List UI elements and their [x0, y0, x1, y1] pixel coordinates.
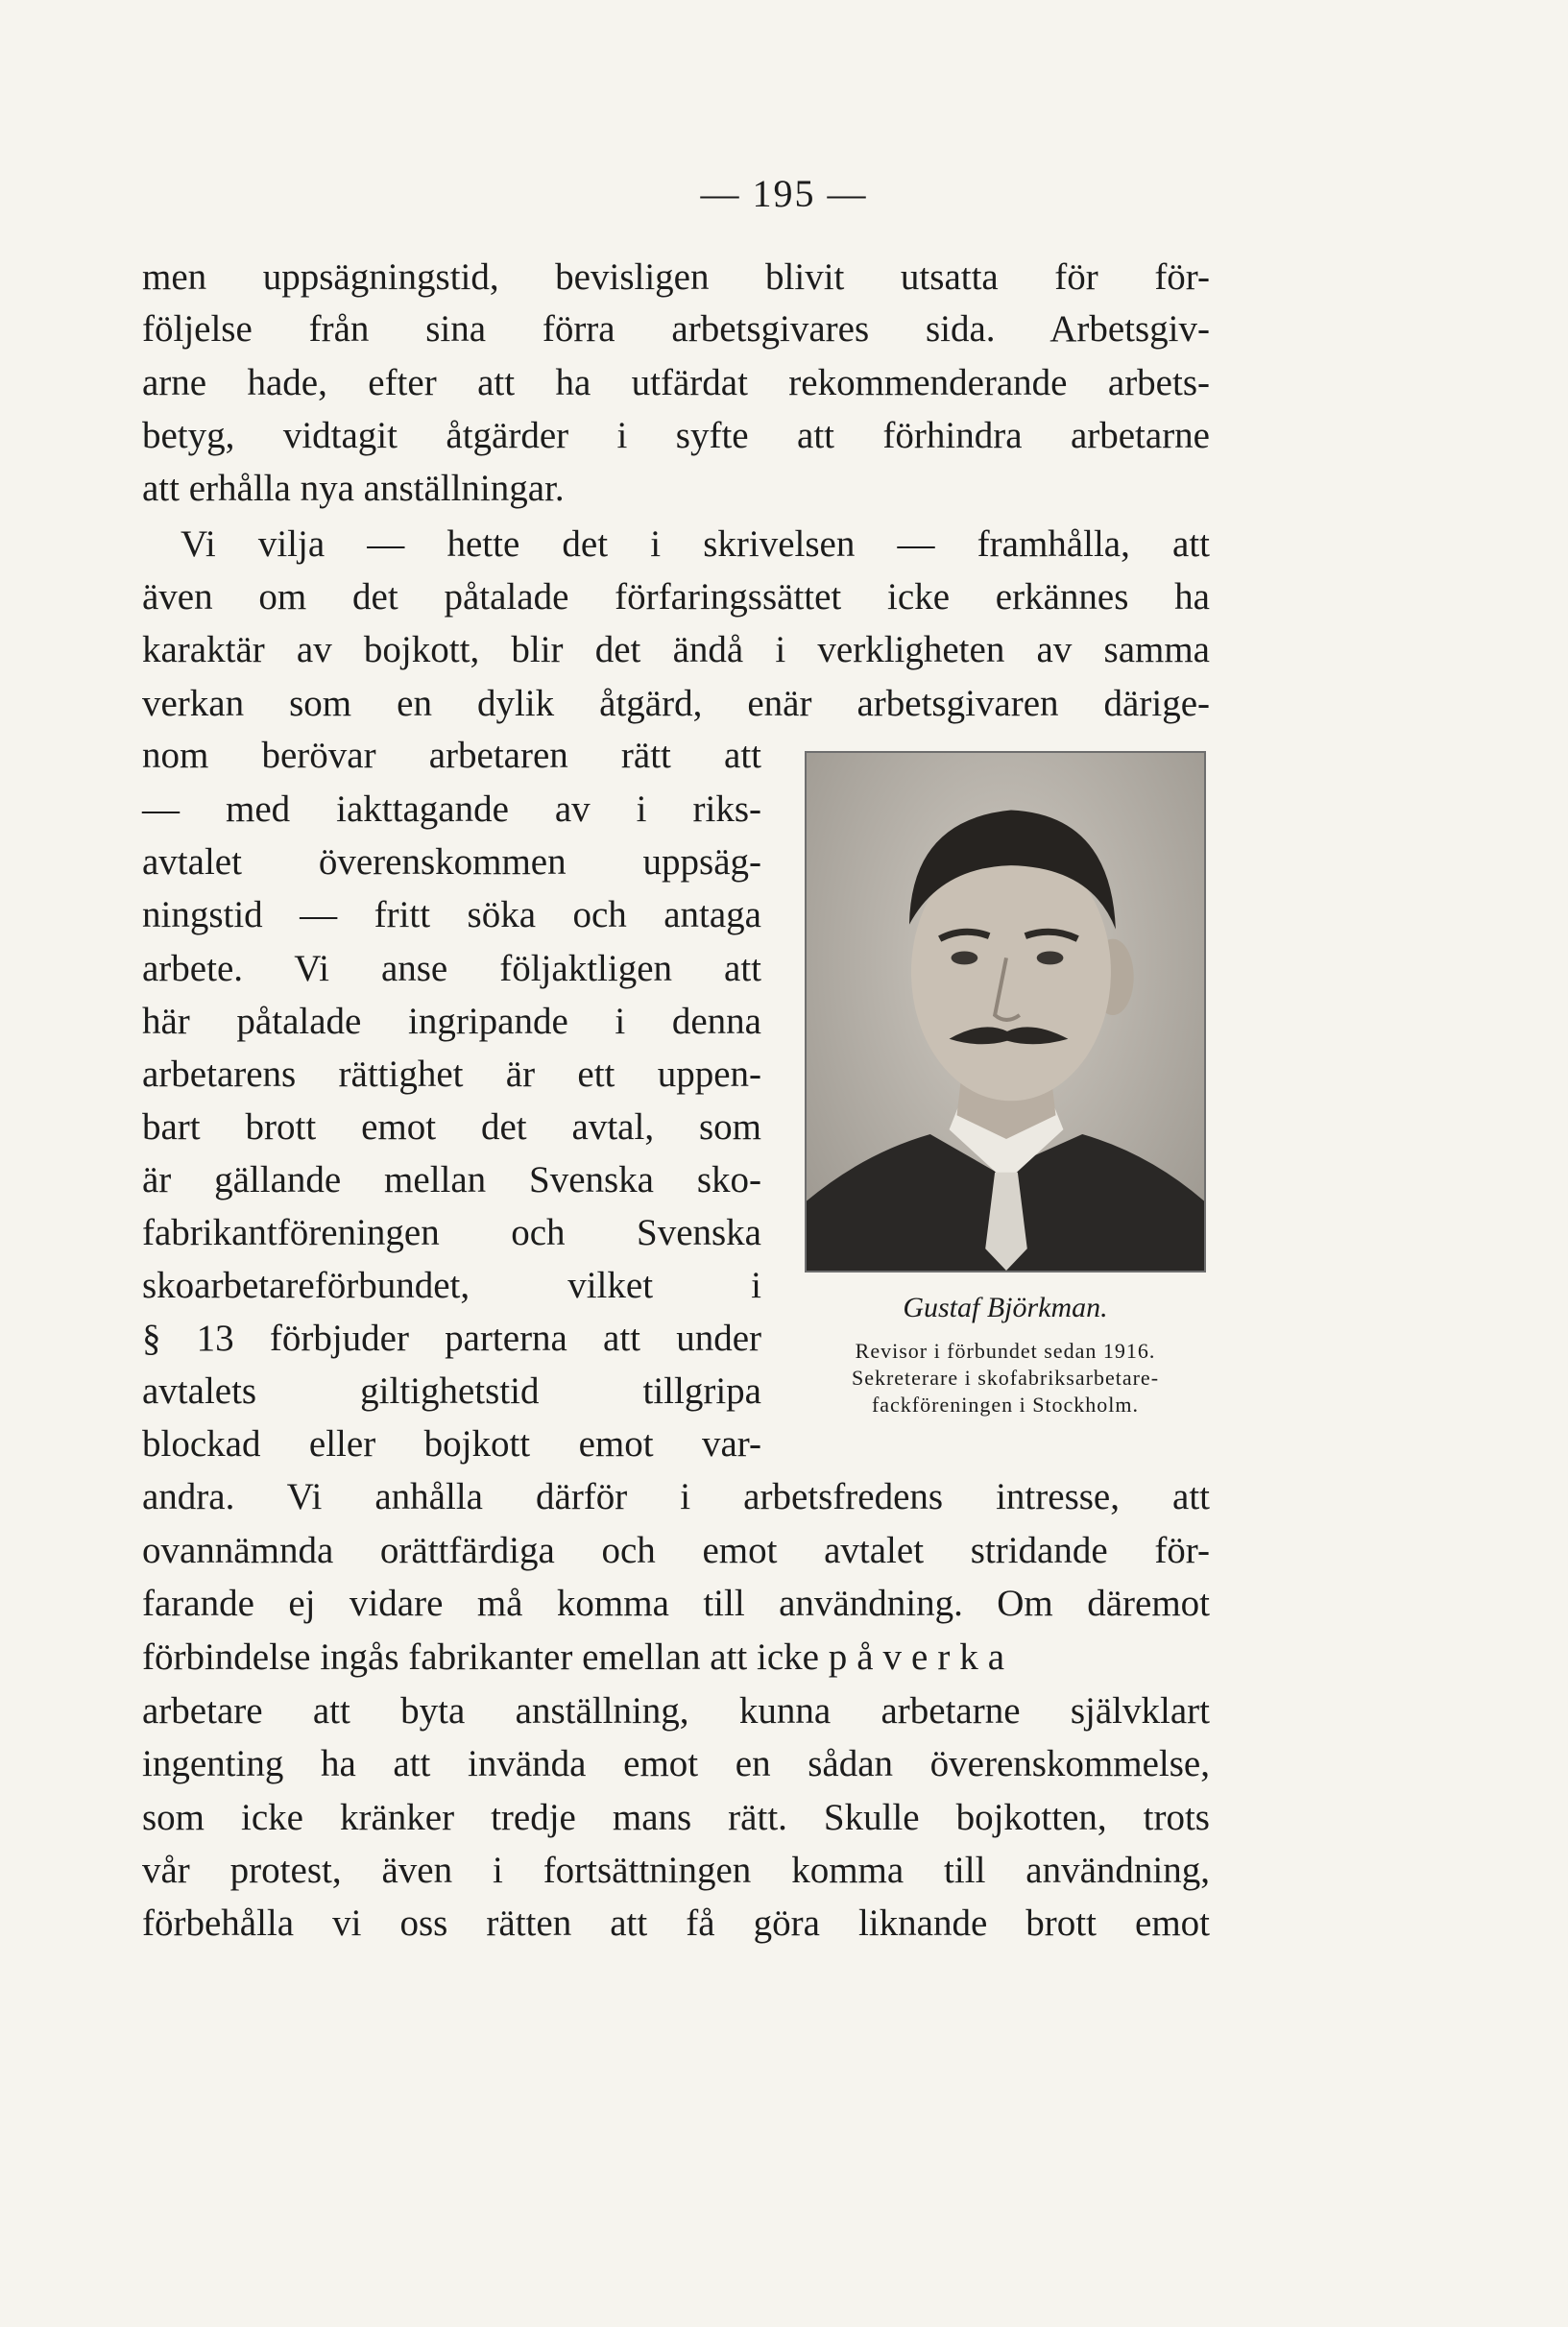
text-line: är gällande mellan Svenska sko-: [142, 1159, 761, 1200]
caption-line: fackföreningen i Stockholm.: [871, 1393, 1140, 1417]
text-line: här påtalade ingripande i denna: [142, 1001, 761, 1042]
text-line: avtalets giltighetstid tillgripa: [142, 1370, 761, 1412]
text-line: verkan som en dylik åtgärd, enär arbetsgivaren därige-: [142, 683, 1210, 724]
text-line: ovannämnda orättfärdiga och emot avtalet stridande för-: [142, 1530, 1210, 1571]
text-line: arbetare att byta anställning, kunna arbetarne självklart: [142, 1690, 1210, 1732]
text-line: arbete. Vi anse följaktligen att: [142, 948, 761, 989]
text-line: — med iakttagande av i riks-: [142, 788, 761, 830]
text-line: att erhålla nya anställningar.: [142, 468, 565, 509]
text-segment: förbindelse ingås fabrikanter emellan att icke: [142, 1636, 819, 1678]
portrait-photo: [805, 751, 1206, 1273]
text-line: § 13 förbjuder parterna att under: [142, 1318, 761, 1359]
text-line: ingenting ha att invända emot en sådan överenskommelse,: [142, 1743, 1210, 1784]
text-line: som icke kränker tredje mans rätt. Skulle bojkotten, trots: [142, 1797, 1210, 1838]
caption-name: Gustaf Björkman.: [903, 1292, 1108, 1323]
portrait-illustration: [807, 753, 1204, 1271]
text-line-with-emphasis: [142, 1632, 1210, 1684]
text-line: förbehålla vi oss rätten att få göra liknande brott emot: [142, 1903, 1210, 1944]
text-line: följelse från sina förra arbetsgivares sida. Arbetsgiv-: [142, 308, 1210, 350]
text-line: blockad eller bojkott emot var-: [142, 1423, 761, 1465]
text-line: skoarbetareförbundet, vilket i: [142, 1265, 761, 1306]
emphasized-word: påverka: [828, 1636, 1015, 1678]
text-line: ningstid — fritt söka och antaga: [142, 894, 761, 935]
page-number: — 195 —: [700, 172, 868, 215]
caption-line: Sekreterare i skofabriksarbetare-: [851, 1366, 1160, 1390]
text-line: betyg, vidtagit åtgärder i syfte att förhindra arbetarne: [142, 415, 1210, 456]
eye-left: [952, 951, 978, 964]
text-line: vår protest, även i fortsättningen komma till användning,: [142, 1850, 1210, 1891]
text-line: andra. Vi anhålla därför i arbetsfredens intresse, att: [142, 1476, 1210, 1517]
text-line: men uppsägningstid, bevisligen blivit utsatta för för-: [142, 256, 1210, 298]
text-line: arne hade, efter att ha utfärdat rekommenderande arbets-: [142, 362, 1210, 403]
text-line: fabrikantföreningen och Svenska: [142, 1212, 761, 1253]
caption-line: Revisor i förbundet sedan 1916.: [855, 1339, 1156, 1363]
text-line: bart brott emot det avtal, som: [142, 1106, 761, 1148]
text-line: Vi vilja — hette det i skrivelsen — framhålla, att: [181, 523, 1210, 565]
text-line: karaktär av bojkott, blir det ändå i verkligheten av samma: [142, 629, 1210, 670]
text-line: arbetarens rättighet är ett uppen-: [142, 1054, 761, 1095]
eye-right: [1037, 951, 1064, 964]
text-line: farande ej vidare må komma till användning. Om däremot: [142, 1583, 1210, 1624]
text-line: även om det påtalade förfaringssättet icke erkännes ha: [142, 576, 1210, 618]
text-line: nom berövar arbetaren rätt att: [142, 735, 761, 776]
text-line: avtalet överenskommen uppsäg-: [142, 841, 761, 883]
